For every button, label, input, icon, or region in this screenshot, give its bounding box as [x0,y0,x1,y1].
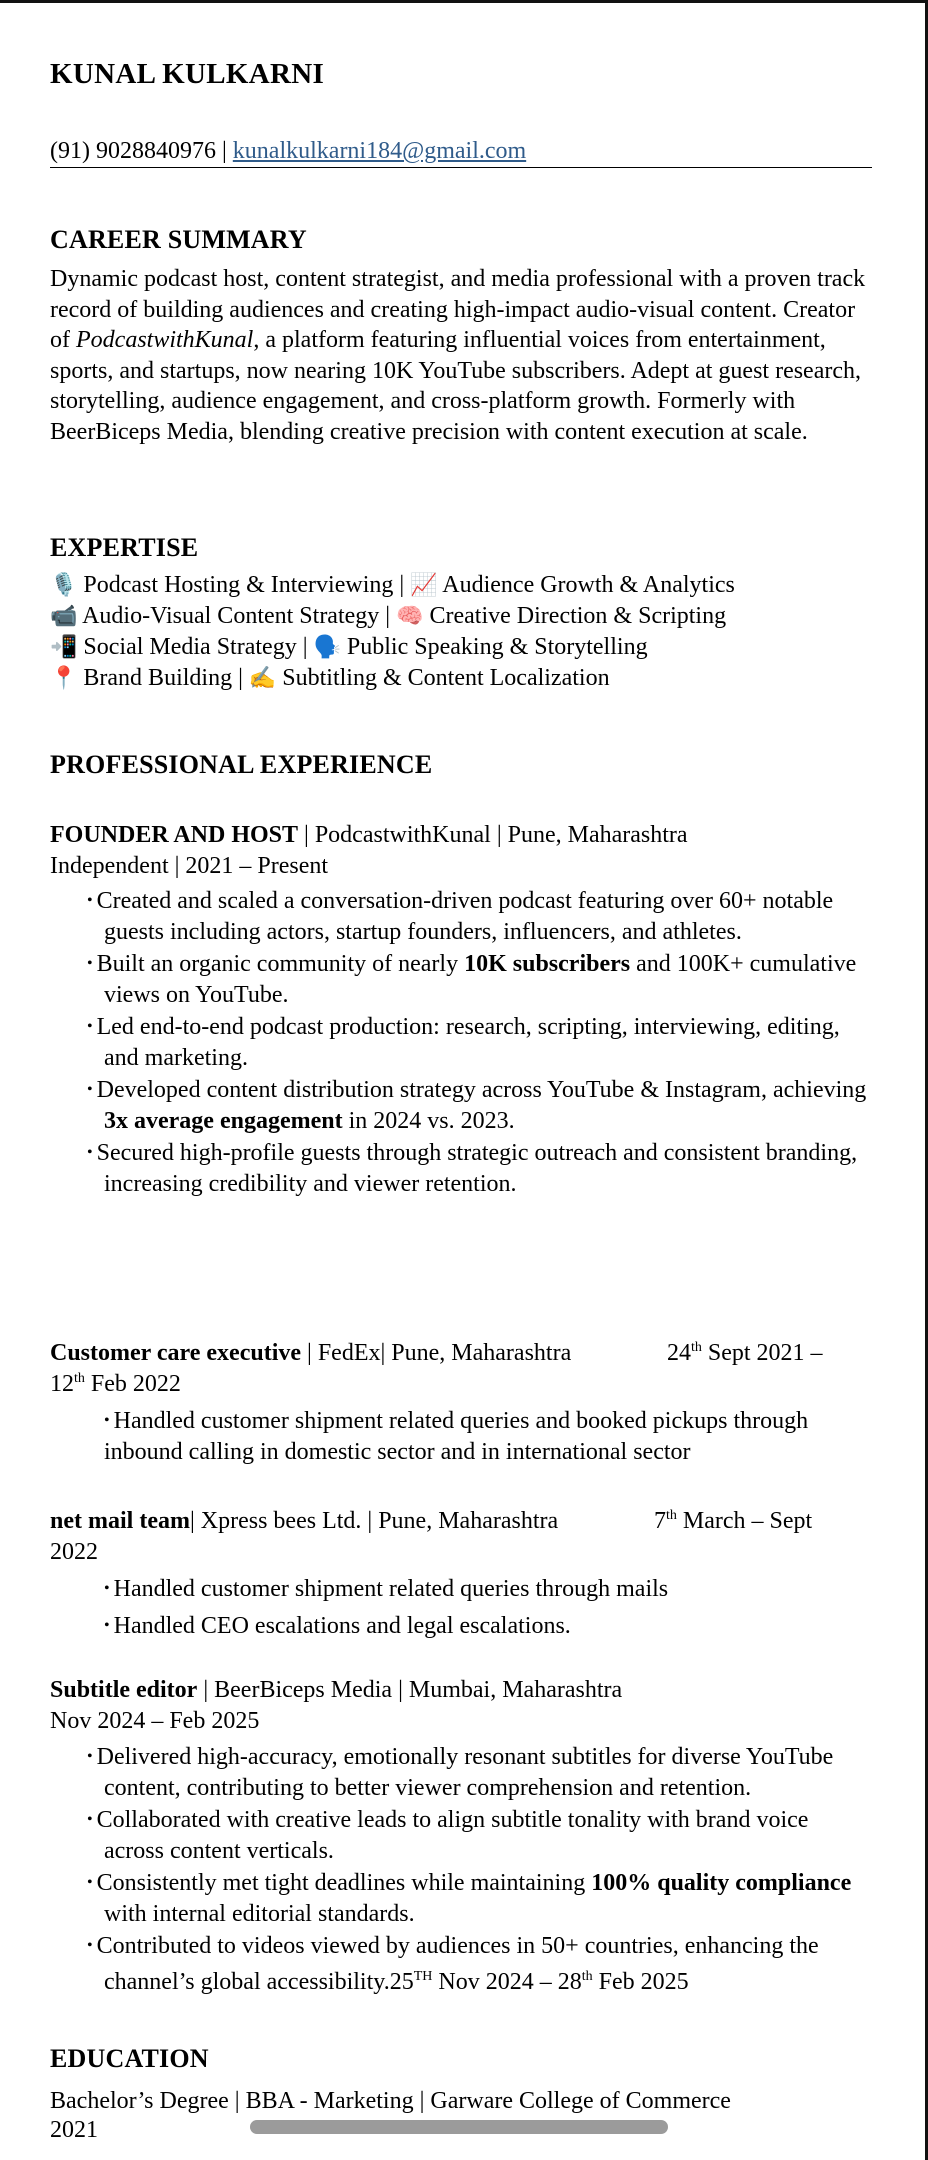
bullet-text: Led end-to-end podcast production: research, scripting, interviewing, editing, and marketing. [96,1014,840,1071]
job-org: | Xpress bees Ltd. | Pune, Maharashtra [189,1508,559,1534]
bullet-text: and 100K+ cumulative views on YouTube. [104,951,857,1008]
job-org: | BeerBiceps Media | Mumbai, Maharashtra [197,1677,623,1703]
expertise-line-4 [50,665,610,692]
bullet-text: Consistently met tight deadlines while maintaining [96,1870,592,1896]
job-beerbiceps-bullets [50,1742,872,1999]
date-suffix: th [74,1371,85,1386]
bullet-text: Built an organic community of nearly [96,951,465,977]
bullet-text: with internal editorial standards. [104,1900,415,1927]
phone-number: (91) 9028840976 | [50,138,233,164]
job-org: | FedEx| Pune, Maharashtra [301,1340,572,1366]
chart-increasing-icon: 📈 [410,573,438,598]
bullet-text: Handled customer shipment related queries through mails [113,1576,669,1602]
summary-podcast-name: PodcastwithKunal [76,327,254,353]
horizontal-scrollbar[interactable] [250,2120,668,2134]
date-suffix: TH [413,1968,433,1984]
list-item: • Built an organic community of nearly 10K subscribers and 100K+ cumulative views on YouTube. [87,951,857,1008]
job-title: FOUNDER AND HOST [50,822,299,848]
job-xpressbees-start-date [654,1508,812,1535]
job-org: | PodcastwithKunal | Pune, Maharashtra [298,822,688,848]
list-item: • Led end-to-end podcast production: research, scripting, interviewing, editing, and marketing. [87,1014,840,1071]
job-founder-title [50,822,688,849]
education-heading: EDUCATION [50,2044,209,2073]
expertise-line-3 [50,634,648,661]
bullet-text: Feb 2025 [592,1968,689,1995]
job-fedex-end-date [50,1371,181,1398]
video-camera-icon: 📹 [50,604,78,629]
job-beerbiceps-dates: Nov 2024 – Feb 2025 [50,1708,260,1734]
career-summary-heading: CAREER SUMMARY [50,225,307,254]
email-link[interactable]: kunalkulkarni184@gmail.com [232,138,527,164]
experience-heading: PROFESSIONAL EXPERIENCE [50,750,433,779]
list-item: • Handled CEO escalations and legal escalations. [104,1612,571,1639]
candidate-name: KUNAL KULKARNI [50,58,325,90]
education-year: 2021 [50,2117,98,2143]
writing-hand-icon: ✍️ [248,666,277,691]
job-xpressbees-end-date: 2022 [50,1539,98,1565]
expertise-item: Social Media Strategy | [83,634,314,660]
list-item: • Secured high-profile guests through strategic outreach and consistent branding, increasing credibility and viewer retention. [87,1140,858,1197]
date-day: 7 [654,1508,666,1534]
expertise-line-1 [50,572,735,599]
bullet-text: in 2024 vs. 2023. [342,1107,515,1134]
expertise-item: Audience Growth & Analytics [442,572,735,598]
job-fedex-title [50,1340,571,1367]
list-item: • Handled customer shipment related queries and booked pickups through inbound calling in domestic sector and in international sector [104,1408,809,1465]
mobile-phone-icon: 📲 [50,635,78,660]
job-title: net mail team [50,1508,190,1534]
date-day: 24 [667,1340,691,1366]
pin-icon: 📍 [50,666,78,691]
job-xpressbees-bullets [50,1574,872,1647]
bullet-text: Nov 2024 – 28 [432,1968,582,1995]
date-rest: March – Sept [676,1508,813,1534]
microphone-icon: 🎙️ [50,573,78,598]
list-item: • Delivered high-accuracy, emotionally resonant subtitles for diverse YouTube content, contributing to better viewer comprehension and retention. [87,1744,834,1801]
bullet-text: Secured high-profile guests through strategic outreach and consistent branding, increasing credibility and viewer retention. [96,1140,858,1197]
expertise-item: Brand Building | [83,665,249,691]
job-founder-dates: Independent | 2021 – Present [50,853,329,879]
date-day: 12 [50,1371,74,1397]
bullet-text: Handled customer shipment related queries and booked pickups through inbound calling in domestic sector and in international sector [104,1408,809,1465]
bullet-text: Developed content distribution strategy across YouTube & Instagram, achieving [96,1077,867,1103]
bullet-text: Handled CEO escalations and legal escalations. [113,1612,571,1639]
job-fedex-start-date [667,1340,823,1367]
list-item: • Collaborated with creative leads to align subtitle tonality with brand voice across content verticals. [87,1807,809,1864]
summary-part-2: , a platform featuring influential voices from entertainment, sports, and startups, now nearing 10K YouTube subscribers. Adept at guest research, storytelling, audience engagement, and cross-platform growth. Formerly with BeerBiceps Media, blending creative precision with content execution at scale. [50,327,862,445]
contact-line [50,138,872,168]
expertise-item: Public Speaking & Storytelling [346,634,648,660]
list-item: • Contributed to videos viewed by audiences in 50+ countries, enhancing the channel’s global accessibility.25TH Nov 2024 – 28th Feb 2025 [87,1933,819,1995]
job-title: Subtitle editor [50,1677,198,1703]
date-rest: Feb 2022 [84,1371,181,1397]
expertise-item: Subtitling & Content Localization [282,665,610,691]
summary-part-1: Dynamic podcast host, content strategist, and media professional with a proven track record of building audiences and creating high-impact audio-visual content. Creator of [50,266,866,353]
date-suffix: th [581,1968,593,1984]
speaking-head-icon: 🗣️ [313,635,341,660]
bullet-highlight: 10K subscribers [464,951,631,977]
expertise-item: Podcast Hosting & Interviewing | [83,572,411,598]
job-title: Customer care executive [50,1340,302,1366]
expertise-item: Creative Direction & Scripting [429,603,727,629]
date-suffix: th [691,1340,702,1355]
job-beerbiceps-title [50,1677,622,1704]
bullet-text: Delivered high-accuracy, emotionally resonant subtitles for diverse YouTube content, contributing to better viewer comprehension and retention. [96,1744,834,1801]
career-summary-text [50,264,880,447]
expertise-line-2 [50,603,726,630]
expertise-heading: EXPERTISE [50,533,199,562]
list-item: • Created and scaled a conversation-driven podcast featuring over 60+ notable guests including actors, startup founders, influencers, and athletes. [87,888,834,945]
top-border [0,0,928,3]
job-fedex-bullets [50,1406,872,1473]
education-degree: Bachelor’s Degree | BBA - Marketing | Garware College of Commerce [50,2088,731,2114]
bullet-text: Contributed to videos viewed by audiences in 50+ countries, enhancing the channel’s global accessibility.25 [96,1933,819,1995]
list-item: • Consistently met tight deadlines while maintaining 100% quality compliance with internal editorial standards. [87,1870,852,1927]
job-xpressbees-title [50,1508,558,1535]
date-rest: Sept 2021 – [701,1340,823,1366]
list-item: • Developed content distribution strategy across YouTube & Instagram, achieving 3x average engagement in 2024 vs. 2023. [87,1077,867,1134]
bullet-highlight: 3x average engagement [104,1107,343,1134]
bullet-text: Collaborated with creative leads to align subtitle tonality with brand voice across content verticals. [96,1807,809,1864]
job-founder-bullets [50,886,872,1201]
expertise-item: Audio-Visual Content Strategy | [82,603,397,629]
bullet-highlight: 100% quality compliance [591,1870,852,1896]
bullet-text: Created and scaled a conversation-driven podcast featuring over 60+ notable guests including actors, startup founders, influencers, and athletes. [96,888,834,945]
date-suffix: th [666,1508,677,1523]
list-item: • Handled customer shipment related queries through mails [104,1576,669,1602]
brain-icon: 🧠 [396,604,424,629]
